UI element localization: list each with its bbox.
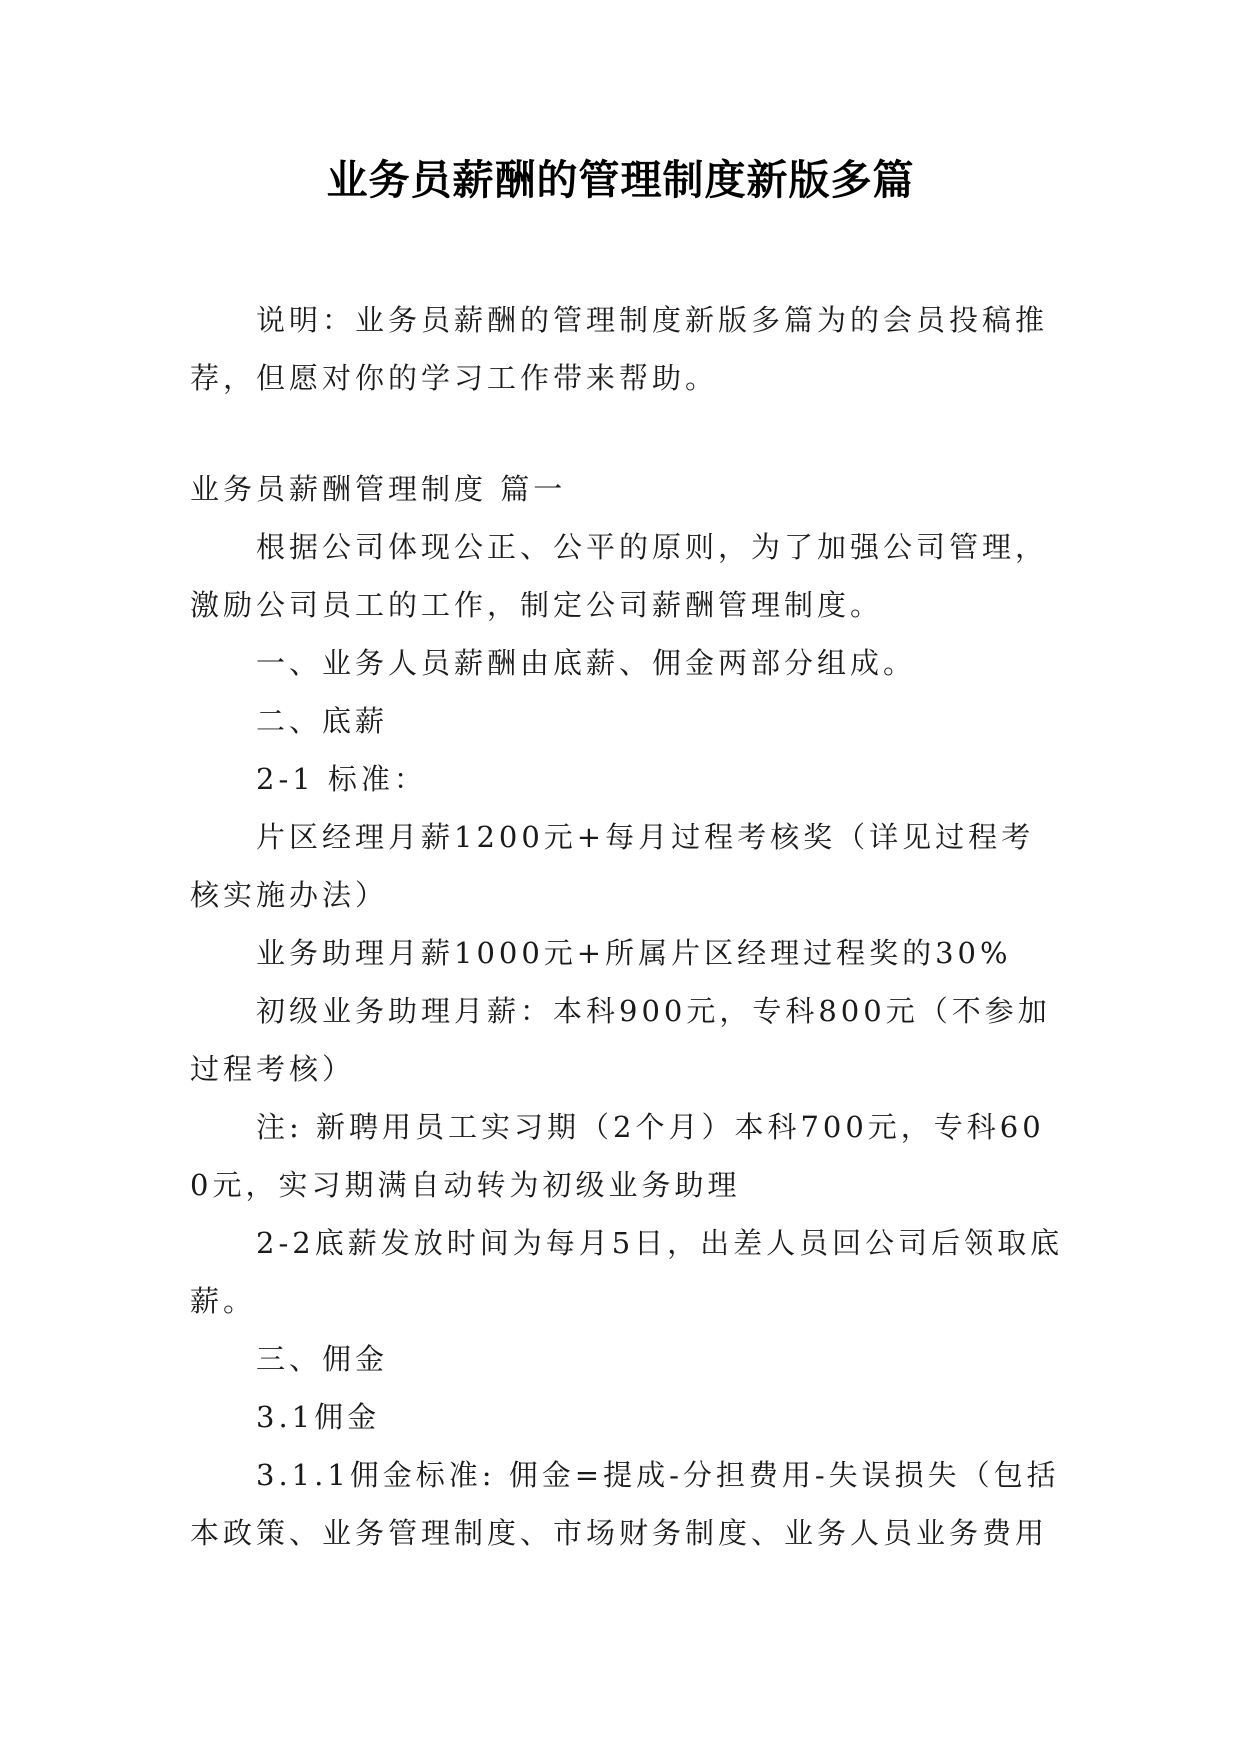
intro-paragraph: 说明：业务员薪酬的管理制度新版多篇为的会员投稿推荐，但愿对你的学习工作带来帮助。 <box>190 303 1049 395</box>
section-heading: 业务员薪酬管理制度 篇一 <box>190 472 567 506</box>
section-block <box>190 460 1066 1562</box>
paragraph: 片区经理月薪1200元+每月过程考核奖（详见过程考核实施办法） <box>190 820 1035 912</box>
paragraph: 根据公司体现公正、公平的原则，为了加强公司管理，激励公司员工的工作，制定公司薪酬管理制度。 <box>190 530 1049 622</box>
paragraph: 2-1 标准： <box>256 762 427 796</box>
document-title: 业务员薪酬的管理制度新版多篇 <box>326 156 915 204</box>
paragraph: 2-2底薪发放时间为每月5日，出差人员回公司后领取底薪。 <box>190 1226 1064 1318</box>
paragraph: 三、佣金 <box>256 1342 389 1376</box>
paragraph: 业务助理月薪1000元+所属片区经理过程奖的30% <box>256 936 1012 970</box>
paragraph: 注: 新聘用员工实习期（2个月）本科700元，专科600元，实习期满自动转为初级业务助理 <box>190 1110 1045 1202</box>
intro-block <box>190 291 1066 407</box>
paragraph: 3.1.1佣金标准: 佣金=提成-分担费用-失误损失（包括本政策、业务管理制度、市场财务制度、业务人员业务费用 <box>190 1458 1060 1550</box>
paragraph: 一、业务人员薪酬由底薪、佣金两部分组成。 <box>256 646 917 680</box>
paragraph: 3.1佣金 <box>256 1400 381 1434</box>
paragraph: 初级业务助理月薪：本科900元，专科800元（不参加过程考核） <box>190 994 1051 1086</box>
paragraph: 二、底薪 <box>256 704 389 738</box>
